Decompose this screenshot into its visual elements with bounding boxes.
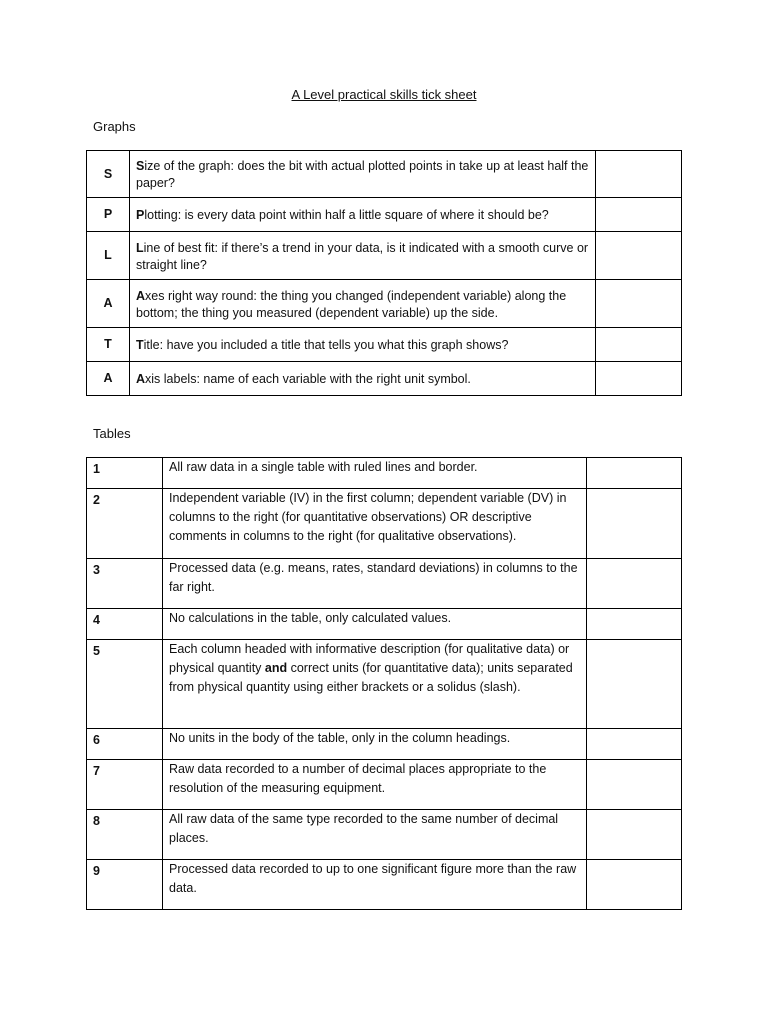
tables-heading: Tables	[93, 426, 131, 441]
criterion-description	[163, 729, 587, 760]
criterion-number: 7	[87, 760, 163, 810]
criterion-letter: P	[87, 198, 130, 232]
criterion-text-part: correct units (for quantitative data); units separated from physical quantity using either brackets or a solidus (slash).	[169, 661, 573, 694]
criterion-number: 6	[87, 729, 163, 760]
criterion-description	[163, 810, 587, 860]
tick-box[interactable]	[596, 151, 682, 198]
criterion-text: xis labels: name of each variable with the right unit symbol.	[145, 372, 471, 386]
table-row	[87, 198, 682, 232]
criterion-text: Processed data recorded to up to one significant figure more than the raw data.	[169, 862, 577, 895]
table-row	[87, 640, 682, 729]
criterion-number: 9	[87, 860, 163, 910]
criterion-initial: S	[136, 159, 145, 173]
tick-box[interactable]	[587, 760, 682, 810]
criterion-initial: P	[136, 208, 145, 222]
criterion-text: xes right way round: the thing you changed (independent variable) along the bottom; the thing you measured (dependent variable) up the side.	[136, 288, 567, 320]
criterion-text: No units in the body of the table, only in the column headings.	[169, 731, 511, 745]
criterion-text: No calculations in the table, only calculated values.	[169, 611, 452, 625]
criterion-text: Processed data (e.g. means, rates, standard deviations) in columns to the far right.	[169, 561, 578, 594]
criterion-description	[130, 151, 596, 198]
table-row	[87, 232, 682, 280]
criterion-description	[163, 489, 587, 559]
criterion-description	[163, 609, 587, 640]
criterion-number: 8	[87, 810, 163, 860]
criterion-description	[163, 860, 587, 910]
criterion-description	[130, 198, 596, 232]
table-row	[87, 860, 682, 910]
criterion-number: 2	[87, 489, 163, 559]
criterion-initial: T	[136, 338, 144, 352]
tick-box[interactable]	[596, 280, 682, 328]
tick-box[interactable]	[587, 810, 682, 860]
table-row	[87, 609, 682, 640]
criterion-initial: A	[136, 288, 146, 303]
criterion-letter: A	[87, 280, 130, 328]
criterion-number: 4	[87, 609, 163, 640]
tick-box[interactable]	[587, 489, 682, 559]
tick-box[interactable]	[587, 729, 682, 760]
criterion-description	[130, 232, 596, 280]
table-row	[87, 328, 682, 362]
table-row	[87, 760, 682, 810]
tick-box[interactable]	[587, 640, 682, 729]
graphs-heading: Graphs	[93, 119, 136, 134]
criterion-description	[163, 760, 587, 810]
criterion-initial: L	[136, 240, 144, 255]
tick-box[interactable]	[596, 362, 682, 396]
criterion-description	[163, 640, 587, 729]
criterion-letter: L	[87, 232, 130, 280]
criterion-text-emphasis: and	[264, 661, 288, 675]
table-row	[87, 729, 682, 760]
criterion-text: Independent variable (IV) in the first column; dependent variable (DV) in columns to the right (for quantitative observations) OR descriptive comments in columns to the right (for qualitative observations).	[169, 491, 567, 543]
criterion-number: 1	[87, 458, 163, 489]
criterion-text: lotting: is every data point within half a little square of where it should be?	[144, 208, 549, 222]
criterion-description	[163, 458, 587, 489]
tick-box[interactable]	[596, 232, 682, 280]
criterion-description	[130, 362, 596, 396]
table-row	[87, 362, 682, 396]
tick-box[interactable]	[587, 860, 682, 910]
criterion-text-part: Each column headed with informative description (for qualitative data) or physical quantity	[169, 642, 570, 675]
criterion-letter: A	[87, 362, 130, 396]
table-row	[87, 151, 682, 198]
document-title: A Level practical skills tick sheet	[291, 87, 477, 102]
table-row	[87, 810, 682, 860]
criterion-description	[130, 328, 596, 362]
tick-box[interactable]	[587, 458, 682, 489]
table-row	[87, 489, 682, 559]
criterion-letter: T	[87, 328, 130, 362]
criterion-description	[130, 280, 596, 328]
tick-box[interactable]	[596, 328, 682, 362]
table-row	[87, 559, 682, 609]
tick-box[interactable]	[596, 198, 682, 232]
table-row	[87, 458, 682, 489]
tick-box[interactable]	[587, 609, 682, 640]
criterion-description	[163, 559, 587, 609]
criterion-text: itle: have you included a title that tells you what this graph shows?	[143, 338, 509, 352]
criterion-initial: A	[136, 372, 146, 386]
criterion-text: All raw data in a single table with ruled lines and border.	[169, 460, 478, 474]
criterion-letter: S	[87, 151, 130, 198]
criterion-text: All raw data of the same type recorded to the same number of decimal places.	[169, 812, 559, 845]
criterion-text: ize of the graph: does the bit with actual plotted points in take up at least half the paper?	[136, 159, 589, 190]
criterion-text: Raw data recorded to a number of decimal places appropriate to the resolution of the measuring equipment.	[169, 762, 547, 795]
tick-box[interactable]	[587, 559, 682, 609]
criterion-number: 3	[87, 559, 163, 609]
table-row	[87, 280, 682, 328]
graphs-checklist-table	[86, 150, 682, 396]
criterion-number: 5	[87, 640, 163, 729]
tables-checklist-table	[86, 457, 682, 910]
criterion-text: ine of best fit: if there’s a trend in your data, is it indicated with a smooth curve or straight line?	[136, 240, 589, 272]
